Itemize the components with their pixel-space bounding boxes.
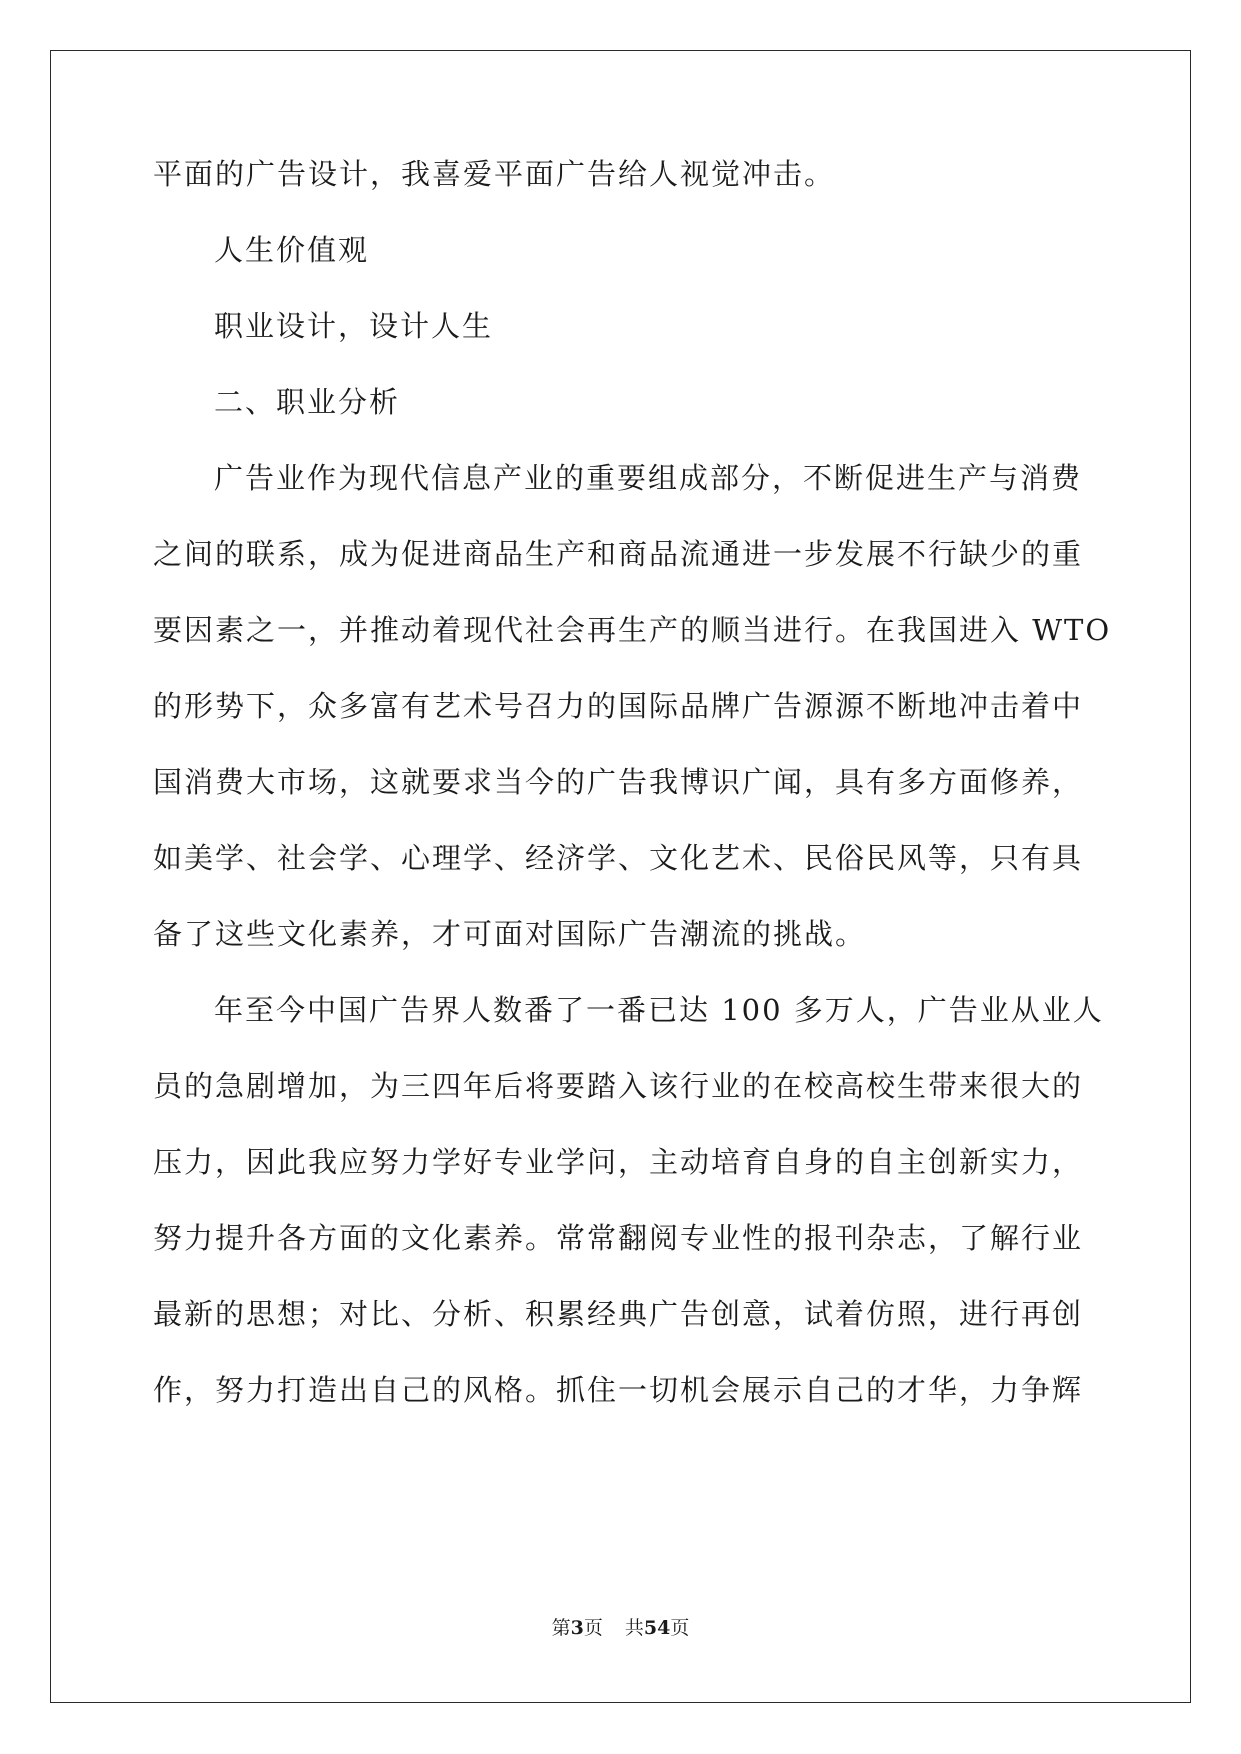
footer-page-prefix: 第 [551,1617,571,1639]
footer-page-suffix: 页 [583,1617,603,1639]
text-line: 广告业作为现代信息产业的重要组成部分，不断促进生产与消费 [214,461,1083,495]
footer-total-prefix: 共 [624,1617,644,1639]
footer-page-number: 3 [570,1617,584,1639]
text-line: 努力提升各方面的文化素养。常常翻阅专业性的报刊杂志，了解行业 [153,1221,1084,1255]
section-heading: 二、职业分析 [214,385,401,419]
text-line: 之间的联系，成为促进商品生产和商品流通进一步发展不行缺少的重 [153,537,1084,571]
text-line: 职业设计，设计人生 [214,309,494,343]
text-line: 平面的广告设计，我喜爱平面广告给人视觉冲击。 [153,157,836,191]
text-line: 最新的思想；对比、分析、积累经典广告创意，试着仿照，进行再创 [153,1297,1084,1331]
footer-total-suffix: 页 [670,1617,690,1639]
text-line: 人生价值观 [214,233,370,267]
footer-total-pages: 54 [643,1617,671,1639]
text-line: 如美学、社会学、心理学、经济学、文化艺术、民俗民风等，只有具 [153,841,1084,875]
text-line: 作，努力打造出自己的风格。抓住一切机会展示自己的才华，力争辉 [153,1373,1084,1407]
text-line: 年至今中国广告界人数番了一番已达 100 多万人，广告业从业人 [214,993,1104,1027]
text-line: 要因素之一，并推动着现代社会再生产的顺当进行。在我国进入 WTO [153,613,1112,647]
text-line: 压力，因此我应努力学好专业学问，主动培育自身的自主创新实力， [153,1145,1084,1179]
text-line: 员的急剧增加，为三四年后将要踏入该行业的在校高校生带来很大的 [153,1069,1084,1103]
page-footer [0,1616,1241,1640]
text-line: 的形势下，众多富有艺术号召力的国际品牌广告源源不断地冲击着中 [153,689,1084,723]
text-line: 国消费大市场，这就要求当今的广告我博识广闻，具有多方面修养， [153,765,1084,799]
text-line: 备了这些文化素养，才可面对国际广告潮流的挑战。 [153,917,867,951]
